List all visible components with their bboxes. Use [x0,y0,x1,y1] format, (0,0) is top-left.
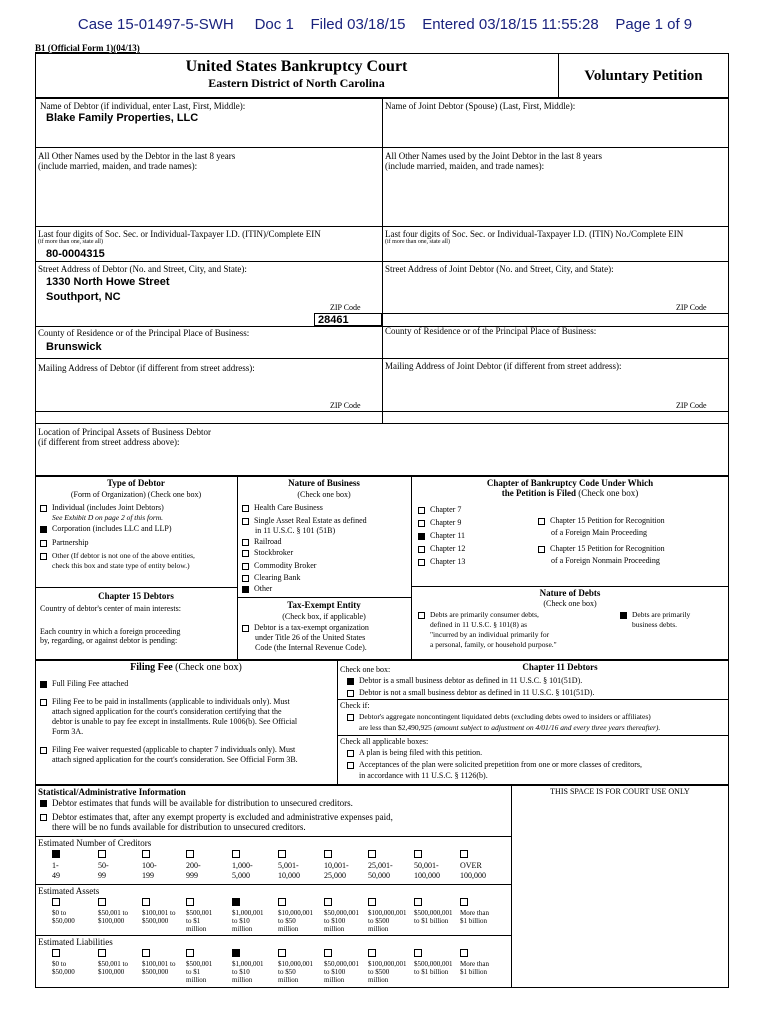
creditors-range-text: 200- [186,861,201,870]
assets-range-text: $500,001 [186,909,213,917]
liabilities-range-text: to $50 [278,968,296,976]
nature-debts-title: Nature of Debts [539,588,601,598]
creditors-option[interactable] [278,850,300,881]
checkbox[interactable] [98,898,106,906]
assets-range-text: $100,001 to [142,909,176,917]
debtor-ein: 80-0004315 [46,248,105,260]
stats-no-funds-2: there will be no funds available for distribution to unsecured creditors. [52,822,306,832]
ssn-label: Last four digits of Soc. Sec. or Individual-Taxpayer I.D. (ITIN)/Complete EIN [38,229,321,239]
assets-range-text: $100,000,001 [368,909,407,917]
liabilities-range-text: $100,000,001 [368,960,407,968]
checkbox[interactable] [418,546,425,553]
ch11-check-all: Check all applicable boxes: [340,737,429,746]
assets-option[interactable] [232,898,264,933]
ch11-aggregate-debts-2: are less than $2,490,925 (amount subject to adjustment on 4/01/16 and every three years thereafter). [359,723,661,732]
checkbox[interactable] [40,747,47,754]
business-stockbroker[interactable]: Stockbroker [242,548,293,557]
assets-range-text: million [186,925,207,933]
liabilities-range-text: to $1 [186,968,201,976]
business-health[interactable]: Health Care Business [242,503,323,512]
petition-title: Voluntary Petition [584,68,703,84]
creditors-range-text: 100,000 [414,871,440,880]
ch11-check-if: Check if: [340,701,370,710]
creditors-range-text: 10,001- [324,861,349,870]
assets-range-text: $50,001 to [98,909,128,917]
liabilities-range-text: to $100 [324,968,346,976]
liabilities-range-text: $1 billion [460,968,488,976]
chapter-12[interactable]: Chapter 12 [418,544,465,553]
tax-exempt-title: Tax-Exempt Entity [287,600,361,610]
creditors-option[interactable] [52,850,60,881]
checkbox[interactable] [418,612,425,619]
debts-business[interactable]: Debts are primarily [620,610,690,619]
liabilities-option[interactable] [52,949,75,976]
checkbox-checked[interactable] [620,612,627,619]
checkbox-checked[interactable] [347,678,354,685]
assets-range-text: million [232,925,253,933]
liabilities-range-text: $50,000,001 [324,960,359,968]
creditors-range-text: 50,000 [368,871,390,880]
joint-name-label: Name of Joint Debtor (Spouse) (Last, First, Middle): [385,101,576,111]
ch11-plan-filed[interactable]: A plan is being filed with this petition. [347,748,482,757]
assets-range-text: $0 to [52,909,67,917]
type-individual-note: See Exhibit D on page 2 of this form. [52,513,164,522]
assets-range-text: $1,000,001 [232,909,264,917]
fee-waiver[interactable]: Filing Fee waiver requested (applicable to chapter 7 individuals only). Must [40,745,295,754]
liabilities-range-text: $0 to [52,960,67,968]
assets-range-text: $10,000,001 [278,909,313,917]
checkbox[interactable] [98,949,106,957]
chapter-9[interactable]: Chapter 9 [418,518,461,527]
mailing-label: Mailing Address of Debtor (if different from street address): [38,363,255,373]
checkbox[interactable] [242,625,249,632]
checkbox-checked[interactable] [40,681,47,688]
street-label: Street Address of Debtor (No. and Street, City, and State): [38,264,247,274]
chapter11-title: Chapter 11 Debtors [522,662,598,672]
creditors-option[interactable] [142,850,157,881]
checkbox[interactable] [142,850,150,858]
checkbox[interactable] [242,518,249,525]
creditors-option[interactable] [232,850,253,881]
assets-option[interactable] [186,898,212,933]
creditors-range-text: 199 [142,871,154,880]
checkbox[interactable] [52,898,60,906]
checkbox[interactable] [142,898,150,906]
checkbox-checked[interactable] [52,850,60,858]
checkbox-checked[interactable] [232,898,240,906]
chapter15-l2: Each country in which a foreign proceeding [40,627,181,636]
tax-exempt-option[interactable]: Debtor is a tax-exempt organization [242,623,369,632]
checkbox[interactable] [460,850,468,858]
assets-range-text: to $1 billion [414,917,449,925]
assets-range-text: $1 billion [460,917,488,925]
creditors-range-text: OVER [460,861,482,870]
liabilities-option[interactable] [368,949,407,984]
business-single-asset-2: in 11 U.S.C. § 101 (51B) [255,526,336,535]
checkbox[interactable] [186,850,194,858]
type-of-debtor-subtitle: (Form of Organization) (Check one box) [70,490,202,499]
checkbox[interactable] [347,714,354,721]
joint-zip-label: ZIP Code [676,303,707,312]
checkbox[interactable] [278,949,286,957]
stats-title: Statistical/Administrative Information [38,787,186,797]
business-clearing-bank[interactable]: Clearing Bank [242,573,300,582]
liabilities-option[interactable] [460,949,489,976]
nature-business-title: Nature of Business [288,478,360,488]
debts-business-2: business debts. [632,620,677,629]
checkbox[interactable] [368,898,376,906]
liabilities-option[interactable] [414,949,453,976]
creditors-option[interactable] [414,850,440,881]
checkbox[interactable] [40,505,47,512]
chapter15-l3: by, regarding, or against debtor is pending: [40,636,178,645]
checkbox-checked[interactable] [242,586,249,593]
liabilities-range-text: $500,000,001 [414,960,453,968]
joint-mailing-zip-label: ZIP Code [676,401,707,410]
creditors-option[interactable] [460,850,486,881]
checkbox[interactable] [414,949,422,957]
debts-consumer-4: a personal, family, or household purpose." [430,640,557,649]
chapter-15-main-2: of a Foreign Main Proceeding [551,528,647,537]
assets-range-text: to $500 [368,917,390,925]
creditors-range-text: 100,000 [460,871,486,880]
location-label: Location of Principal Assets of Business Debtor (if different from street address above): [38,427,211,447]
debts-consumer-3: "incurred by an individual primarily for [430,630,550,639]
other-names-label: All Other Names used by the Debtor in the last 8 years (include married, maiden, and trade names): [38,151,236,171]
checkbox[interactable] [368,850,376,858]
creditors-range-text: 10,000 [278,871,300,880]
checkbox[interactable] [538,546,545,553]
checkbox[interactable] [52,949,60,957]
checkbox[interactable] [278,850,286,858]
checkbox-checked[interactable] [232,949,240,957]
debts-consumer[interactable]: Debts are primarily consumer debts, [418,610,539,619]
joint-ssn-label: Last four digits of Soc. Sec. or Individual-Taxpayer I.D. (ITIN) No./Complete EIN [385,229,684,239]
liabilities-option[interactable] [232,949,264,984]
type-individual[interactable]: Individual (includes Joint Debtors) [40,503,164,512]
checkbox[interactable] [40,814,47,821]
liabilities-option[interactable] [186,949,212,984]
liabilities-range-text: million [186,976,207,984]
checkbox[interactable] [40,699,47,706]
creditors-range-text: 5,001- [278,861,299,870]
chapter-15-main[interactable]: Chapter 15 Petition for Recognition [538,516,665,525]
zip-value: 28461 [318,314,349,326]
liabilities-option[interactable] [278,949,313,984]
checkbox[interactable] [460,898,468,906]
assets-range-text: million [368,925,389,933]
liabilities-range-text: $100,000 [98,968,125,976]
fee-installments-3: debtor is unable to pay fee except in installments. Rule 1006(b). See Official [52,717,298,726]
fee-installments-4: Form 3A. [52,727,84,736]
creditors-range-text: 1,000- [232,861,253,870]
nature-debts-subtitle: (Check one box) [543,599,597,608]
checkbox[interactable] [418,507,425,514]
checkbox[interactable] [538,518,545,525]
liabilities-range-text: $500,000 [142,968,169,976]
form-id: B1 (Official Form 1)(04/13) [35,43,140,53]
type-partnership[interactable]: Partnership [40,538,88,547]
creditors-range-text: 49 [52,871,60,880]
creditors-range-text: 25,000 [324,871,346,880]
chapter15-title: Chapter 15 Debtors [98,591,174,601]
checkbox[interactable] [414,850,422,858]
liabilities-range-text: million [278,976,299,984]
creditors-range-text: 50,001- [414,861,439,870]
street-line-2: Southport, NC [46,291,121,303]
liabilities-option[interactable] [142,949,175,976]
checkbox[interactable] [278,898,286,906]
assets-range-text: $50,000,001 [324,909,359,917]
creditors-option[interactable] [324,850,349,881]
checkbox[interactable] [418,559,425,566]
checkbox[interactable] [242,575,249,582]
checkbox[interactable] [142,949,150,957]
assets-option[interactable] [52,898,75,925]
court-name: United States Bankruptcy Court [185,58,408,75]
checkbox[interactable] [232,850,240,858]
ch11-aggregate-debts[interactable]: Debtor's aggregate noncontingent liquidated debts (excluding debts owed to insiders or affiliates) [347,712,651,721]
checkbox[interactable] [368,949,376,957]
assets-range-text: to $10 [232,917,250,925]
assets-range-text: to $50 [278,917,296,925]
checkbox[interactable] [347,690,354,697]
chapter-11[interactable]: Chapter 11 [418,531,465,540]
filing-fee-title: Filing Fee (Check one box) [130,662,242,673]
joint-ssn-sub: (if more than one, state all) [385,239,450,245]
assets-range-text: $500,000 [142,917,169,925]
liabilities-range-text: More than [460,960,489,968]
liabilities-option[interactable] [98,949,128,976]
liabilities-range-text: to $1 billion [414,968,449,976]
fee-installments-2: attach signed application for the court's consideration certifying that the [52,707,282,716]
ch11-small-business[interactable]: Debtor is a small business debtor as defined in 11 U.S.C. § 101(51D). [347,676,582,685]
chapter-title: Chapter of Bankruptcy Code Under Which the Petition is Filed (Check one box) [486,478,654,498]
ch11-acceptances[interactable]: Acceptances of the plan were solicited prepetition from one or more classes of creditors, [347,760,642,769]
assets-range-text: to $100 [324,917,346,925]
assets-range-text: to $1 [186,917,201,925]
assets-range-text: $500,000,001 [414,909,453,917]
liabilities-range-text: million [368,976,389,984]
street-line-1: 1330 North Howe Street [46,276,170,288]
assets-range-text: More than [460,909,489,917]
assets-range-text: million [278,925,299,933]
ssn-sub: (if more than one, state all) [38,239,103,245]
stats-no-funds[interactable]: Debtor estimates that, after any exempt property is excluded and administrative expenses paid, [40,813,393,822]
assets-option[interactable] [142,898,175,925]
checkbox[interactable] [186,949,194,957]
checkbox[interactable] [324,949,332,957]
chapter15-l1: Country of debtor's center of main interests: [40,604,181,613]
checkbox[interactable] [418,520,425,527]
creditors-range-text: 5,000 [232,871,250,880]
checkbox[interactable] [242,505,249,512]
liabilities-range-text: to $10 [232,968,250,976]
chapter-15-nonmain-2: of a Foreign Nonmain Proceeding [551,556,660,565]
fee-full[interactable]: Full Filing Fee attached [40,679,128,688]
checkbox[interactable] [347,750,354,757]
checkbox[interactable] [98,850,106,858]
mailing-zip-label: ZIP Code [330,401,361,410]
type-other[interactable]: Other (If debtor is not one of the above entities, [40,551,195,560]
tax-exempt-subtitle: (Check box, if applicable) [282,612,366,621]
type-of-debtor-title: Type of Debtor [107,478,165,488]
checkbox[interactable] [40,553,47,560]
checkbox[interactable] [186,898,194,906]
assets-option[interactable] [414,898,453,925]
assets-range-text: $50,000 [52,917,75,925]
checkbox[interactable] [460,949,468,957]
checkbox[interactable] [242,550,249,557]
joint-other-names-label: All Other Names used by the Joint Debtor in the last 8 years (include married, maiden, and trade names): [385,151,602,171]
zip-label: ZIP Code [330,303,361,312]
liabilities-option[interactable] [324,949,359,984]
creditors-range-text: 99 [98,871,106,880]
assets-option[interactable] [460,898,489,925]
liabilities-range-text: $50,000 [52,968,75,976]
joint-mailing-label: Mailing Address of Joint Debtor (if different from street address): [385,361,622,371]
fee-waiver-2: attach signed application for the court's consideration. See Official Form 3B. [52,755,298,764]
checkbox[interactable] [347,762,354,769]
county-label: County of Residence or of the Principal Place of Business: [38,328,250,338]
joint-county-label: County of Residence or of the Principal Place of Business: [385,326,597,336]
liabilities-range-text: $1,000,001 [232,960,264,968]
liabilities-range-text: to $500 [368,968,390,976]
creditors-range-text: 1- [52,861,59,870]
debts-consumer-2: defined in 11 U.S.C. § 101(8) as [430,620,528,629]
liabilities-range-text: $100,001 to [142,960,176,968]
stats-funds-available[interactable]: Debtor estimates that funds will be available for distribution to unsecured creditors. [40,799,353,808]
debtor-name-label: Name of Debtor (if individual, enter Last, First, Middle): [40,101,246,111]
assets-option[interactable] [368,898,407,933]
creditors-label: Estimated Number of Creditors [38,838,152,848]
creditors-option[interactable] [98,850,109,881]
checkbox-checked[interactable] [40,800,47,807]
business-single-asset[interactable]: Single Asset Real Estate as defined [242,516,367,525]
fee-installments[interactable]: Filing Fee to be paid in installments (applicable to individuals only). Must [40,697,290,706]
checkbox[interactable] [324,850,332,858]
checkbox[interactable] [242,539,249,546]
liabilities-range-text: million [232,976,253,984]
checkbox-checked[interactable] [40,526,47,533]
ch11-acceptances-2: in accordance with 11 U.S.C. § 1126(b). [359,771,488,780]
creditors-option[interactable] [186,850,201,881]
assets-option[interactable] [324,898,359,933]
business-railroad[interactable]: Railroad [242,537,282,546]
assets-option[interactable] [98,898,128,925]
assets-option[interactable] [278,898,313,933]
tax-exempt-l3: Code (the Internal Revenue Code). [255,643,367,652]
creditors-range-text: 25,001- [368,861,393,870]
business-commodity[interactable]: Commodity Broker [242,561,316,570]
court-district: Eastern District of North Carolina [208,76,385,90]
checkbox[interactable] [242,563,249,570]
assets-range-text: $100,000 [98,917,125,925]
county-value: Brunswick [46,341,102,353]
liabilities-range-text: $50,001 to [98,960,128,968]
creditors-range-text: 999 [186,871,198,880]
liabilities-range-text: $10,000,001 [278,960,313,968]
liabilities-range-text: million [324,976,345,984]
type-other-note: check this box and state type of entity below.) [52,561,190,570]
debtor-name: Blake Family Properties, LLC [46,112,199,124]
checkbox-checked[interactable] [418,533,425,540]
liabilities-range-text: $500,001 [186,960,213,968]
creditors-range-text: 100- [142,861,157,870]
assets-range-text: million [324,925,345,933]
creditors-range-text: 50- [98,861,109,870]
ch11-not-small-business[interactable]: Debtor is not a small business debtor as defined in 11 U.S.C. § 101(51D). [347,688,594,697]
liabilities-label: Estimated Liabilities [38,937,113,947]
tax-exempt-l2: under Title 26 of the United States [255,633,366,642]
court-use-only: THIS SPACE IS FOR COURT USE ONLY [550,787,690,796]
checkbox[interactable] [324,898,332,906]
business-other[interactable]: Other [242,584,272,593]
case-header: Case 15-01497-5-SWH Doc 1 Filed 03/18/15 Entered 03/18/15 11:55:28 Page 1 of 9 [77,16,693,33]
checkbox[interactable] [414,898,422,906]
assets-label: Estimated Assets [38,886,100,896]
joint-street-label: Street Address of Joint Debtor (No. and Street, City, and State): [385,264,614,274]
nature-business-subtitle: (Check one box) [297,490,351,499]
type-corporation[interactable]: Corporation (includes LLC and LLP) [40,524,172,533]
chapter-15-nonmain[interactable]: Chapter 15 Petition for Recognition [538,544,665,553]
chapter-13[interactable]: Chapter 13 [418,557,465,566]
chapter-7[interactable]: Chapter 7 [418,505,461,514]
ch11-check-one: Check one box: [340,665,391,674]
creditors-option[interactable] [368,850,393,881]
checkbox[interactable] [40,540,47,547]
